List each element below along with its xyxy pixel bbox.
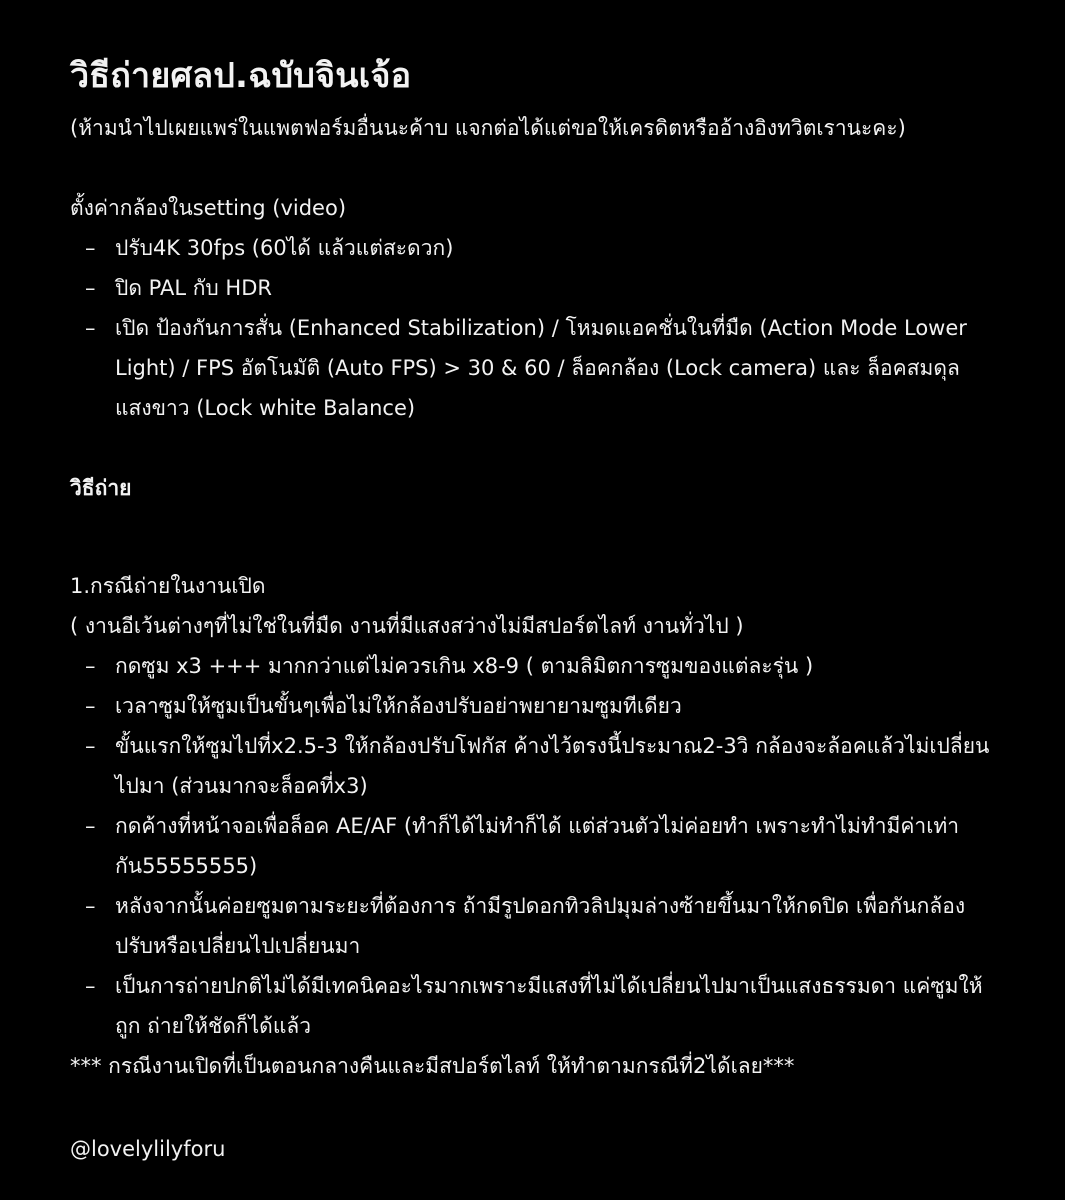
list-item: – เป็นการถ่ายปกติไม่ได้มีเทคนิคอะไรมากเพราะมีแสงที่ไม่ได้เปลี่ยนไปมาเป็นแสงธรรมดา แค่ซูมให้ถูก ถ่ายให้ชัดก็ได้แล้ว — [70, 966, 1000, 1046]
list-item: – ปิด PAL กับ HDR — [70, 268, 995, 308]
list-item: – ปรับ4K 30fps (60ได้ แล้วแต่สะดวก) — [70, 228, 995, 268]
settings-list — [70, 228, 995, 428]
list-item: – เวลาซูมให้ซูมเป็นขั้นๆเพื่อไม่ให้กล้องปรับอย่าพยายามซูมทีเดียว — [70, 686, 1000, 726]
author-handle: @lovelylilyforu — [70, 1137, 226, 1161]
list-item: – หลังจากนั้นค่อยซูมตามระยะที่ต้องการ ถ้ามีรูปดอกทิวลิปมุมล่างซ้ายขึ้นมาให้กดปิด เพื่อกันกล้องปรับหรือเปลี่ยนไปเปลี่ยนมา — [70, 886, 1000, 966]
case1-note: *** กรณีงานเปิดที่เป็นตอนกลางคืนและมีสปอร์ตไลท์ ให้ทำตามกรณีที่2ได้เลย*** — [70, 1054, 795, 1078]
method-heading: วิธีถ่าย — [70, 476, 132, 500]
page-title: วิธีถ่ายศลป.ฉบับจินเจ้อ — [70, 56, 412, 96]
case1-title: 1.กรณีถ่ายในงานเปิด — [70, 574, 266, 598]
list-item: – กดค้างที่หน้าจอเพื่อล็อค AE/AF (ทำก็ได้ไม่ทำก็ได้ แต่ส่วนตัวไม่ค่อยทำ เพราะทำไม่ทำมีค่าเท่ากัน55555555) — [70, 806, 1000, 886]
spacer — [70, 428, 995, 468]
copyright-notice: (ห้ามนำไปเผยแพร่ในแพตฟอร์มอื่นนะค้าบ แจกต่อได้แต่ขอให้เครดิตหรืออ้างอิงทวิตเรานะคะ) — [70, 116, 906, 140]
case1-list — [70, 646, 1000, 1046]
spacer — [70, 508, 995, 566]
settings-heading: ตั้งค่ากล้องในsetting (video) — [70, 196, 347, 220]
list-item: – เปิด ป้องกันการสั่น (Enhanced Stabilization) / โหมดแอคชั่นในที่มืด (Action Mode Lower Light) / FPS อัตโนมัติ (Auto FPS) > 30 & 60 / ล็อคกล้อง (Lock camera) และ ล็อคสมดุลแสงขาว (Lock white Balance) — [70, 308, 975, 428]
case1-description: ( งานอีเว้นต่างๆที่ไม่ใช่ในที่มืด งานที่มีแสงสว่างไม่มีสปอร์ตไลท์ งานทั่วไป ) — [70, 614, 744, 638]
list-item: – กดซูม x3 +++ มากกว่าแต่ไม่ควรเกิน x8-9 ( ตามลิมิตการซูมของแต่ละรุ่น ) — [70, 646, 1000, 686]
list-item: – ขั้นแรกให้ซูมไปที่x2.5-3 ให้กล้องปรับโฟกัส ค้างไว้ตรงนี้ประมาณ2-3วิ กล้องจะล้อคแล้วไม่เปลี่ยนไปมา (ส่วนมากจะล็อคที่x3) — [70, 726, 1000, 806]
